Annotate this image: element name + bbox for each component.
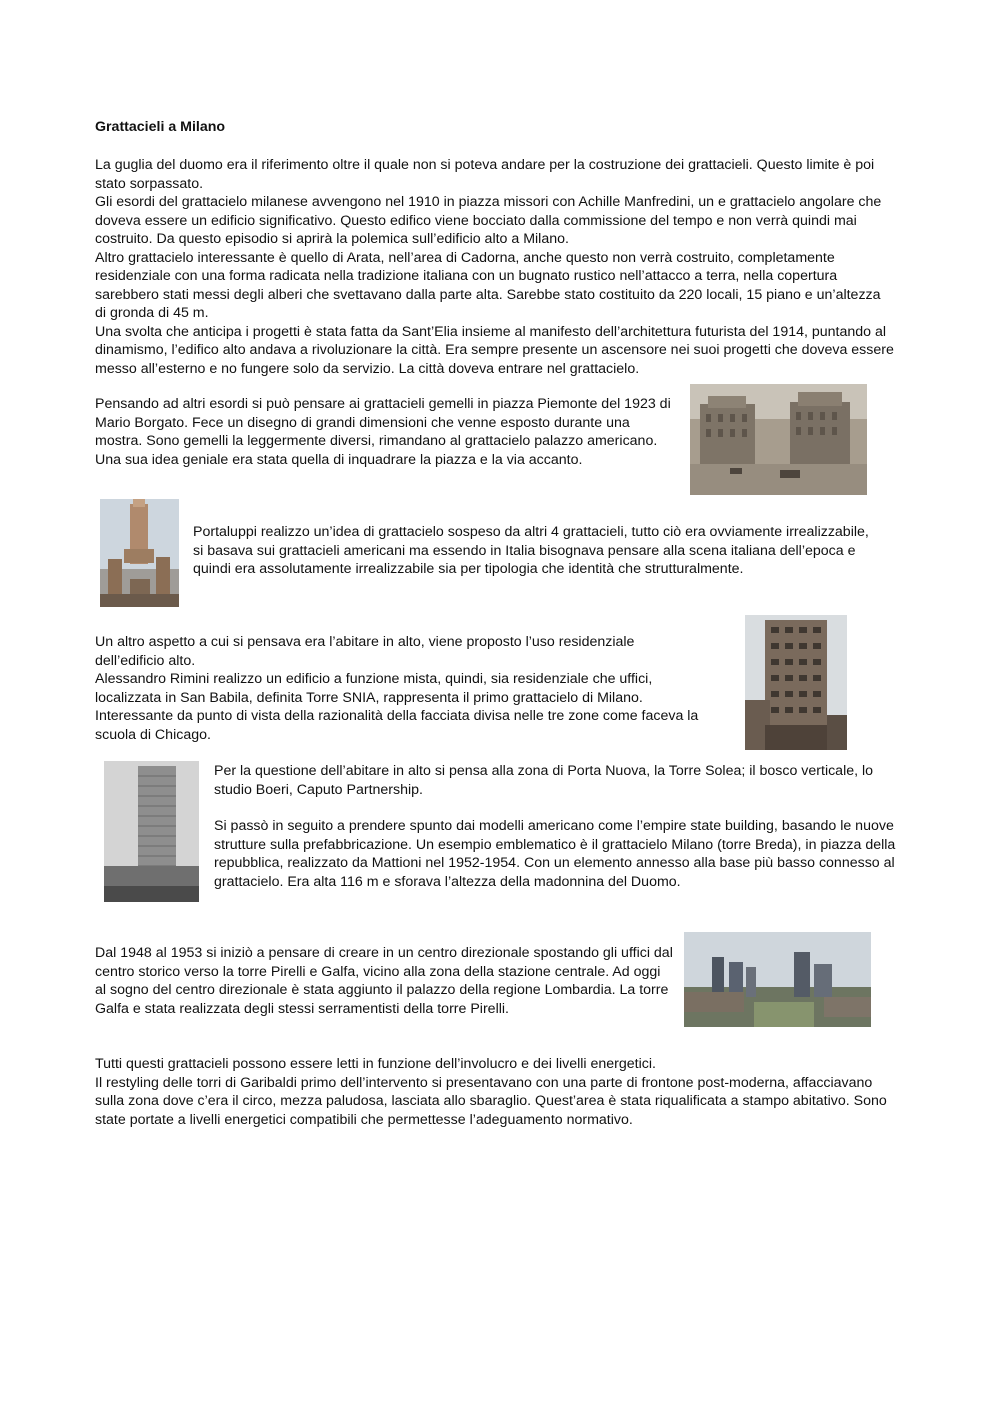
closing-paragraph: Il restyling delle torri di Garibaldi primo dell’intervento si presentavano con una parte di frontone post-moderna, affacciavano sulla zona dove c’era il circo, mezza paludosa, lasciata allo sbaraglio. Quest’area è stata riqualificata a stampo abitativo. Sono state portate a livelli energetici compatibili che permettesse l’adeguamento normativo. <box>95 1074 887 1128</box>
intro-paragraph: Una svolta che anticipa i progetti è stata fatta da Sant’Elia insieme al manifesto dell’architettura futurista del 1914, puntando al dinamismo, l’edifico alto andava a rivoluzionare la città. Era sempre presente un ascensore nei suoi progetti che doveva essere messo all’esterno e no fungere solo da servizio. La città doveva entrare nel grattacielo. <box>95 323 894 377</box>
borgato-paragraph: Pensando ad altri esordi si può pensare ai grattacieli gemelli in piazza Piemonte del 1923 di Mario Borgato. Fece un disegno di grandi dimensioni che venne esposto durante una mostra. Sono gemelli la leggermente diversi, rimandano al grattacielo palazzo americano. Una sua idea geniale era stata quella di inquadrare la piazza e la via accanto. <box>95 396 671 468</box>
document-title: Grattacieli a Milano <box>95 119 226 135</box>
intro-paragraph: La guglia del duomo era il riferimento oltre il quale non si poteva andare per la costruzione dei grattacieli. Questo limite è poi stato sorpassato. <box>95 157 875 192</box>
direzionale-paragraph: Dal 1948 al 1953 si iniziò a pensare di creare in un centro direzionale spostando gli uffici dal centro storico verso la torre Pirelli e Galfa, vicino alla zona della stazione centrale. Ad oggi al sogno del centro direzionale è stata aggiunto il palazzo della regione Lombardia. La torre Galfa e stata realizzata degli stessi serramentisti della torre Pirelli. <box>95 945 673 1017</box>
intro-section <box>95 156 895 378</box>
twin-towers-photo <box>690 384 867 495</box>
centro-direzionale-photo <box>684 932 871 1027</box>
portaluppi-drawing <box>100 499 179 607</box>
torre-breda-photo <box>104 761 199 902</box>
portaluppi-paragraph: Portaluppi realizzo un’idea di grattacielo sospeso da altri 4 grattacieli, tutto ciò era ovviamente irrealizzabile, si basava sui grattacieli americani ma essendo in Italia bisognava pensare alla scena italiana dell’epoca e quindi era assolutamente irrealizzabile sia per tipologia che identità che strutturalmente. <box>193 524 869 577</box>
breda-paragraph: Si passò in seguito a prendere spunto dai modelli americano come l’empire state building, basando le nuove strutture sulla prefabbricazione. Un esempio emblematico è il grattacielo Milano (torre Breda), in piazza della repubblica, realizzato da Mattioni nel 1952-1954. Con un elemento annesso alla base più basso connesso al grattacielo. Era alta 116 m e sforava l’altezza della madonnina del Duomo. <box>214 818 896 890</box>
rimini-paragraph: Alessandro Rimini realizzo un edificio a funzione mista, quindi, sia residenziale che uffici, localizzata in San Babila, definita Torre SNIA, rappresenta il primo grattacielo di Milano. Interessante da punto di vista della razionalità della facciata divisa nelle tre zone come faceva la scuola di Chicago. <box>95 671 699 743</box>
rimini-section <box>95 633 705 744</box>
intro-paragraph: Altro grattacielo interessante è quello di Arata, nell’area di Cadorna, anche questo non verrà costruito, completamente residenziale con una forma radicata nella tradizione italiana con un bugnato rustico nell’attacco a terra, nella copertura sarebbero stati messi degli alberi che svettavano dalla parte alta. Sarebbe stato costituito da 220 locali, 15 piano e un’altezza di gronda di 45 m. <box>95 249 881 321</box>
torre-snia-photo <box>745 615 847 750</box>
intro-paragraph: Gli esordi del grattacielo milanese avvengono nel 1910 in piazza missori con Achille Manfredini, un e grattacielo angolare che doveva essere un edificio significativo. Questo edifico viene bocciato dalla commissione del tempo e non verrà quindi mai costruito. Da questo episodio si aprirà la polemica sull’edificio alto a Milano. <box>95 194 882 247</box>
rimini-paragraph: Un altro aspetto a cui si pensava era l’abitare in alto, viene proposto l’uso residenziale dell’edificio alto. <box>95 634 635 669</box>
portanuova-paragraph: Per la questione dell’abitare in alto si pensa alla zona di Porta Nuova, la Torre Solea; il bosco verticale, lo studio Boeri, Caputo Partnership. <box>214 763 874 798</box>
closing-paragraph: Tutti questi grattacieli possono essere letti in funzione dell’involucro e dei livelli energetici. <box>95 1056 656 1072</box>
closing-section <box>95 1055 895 1129</box>
